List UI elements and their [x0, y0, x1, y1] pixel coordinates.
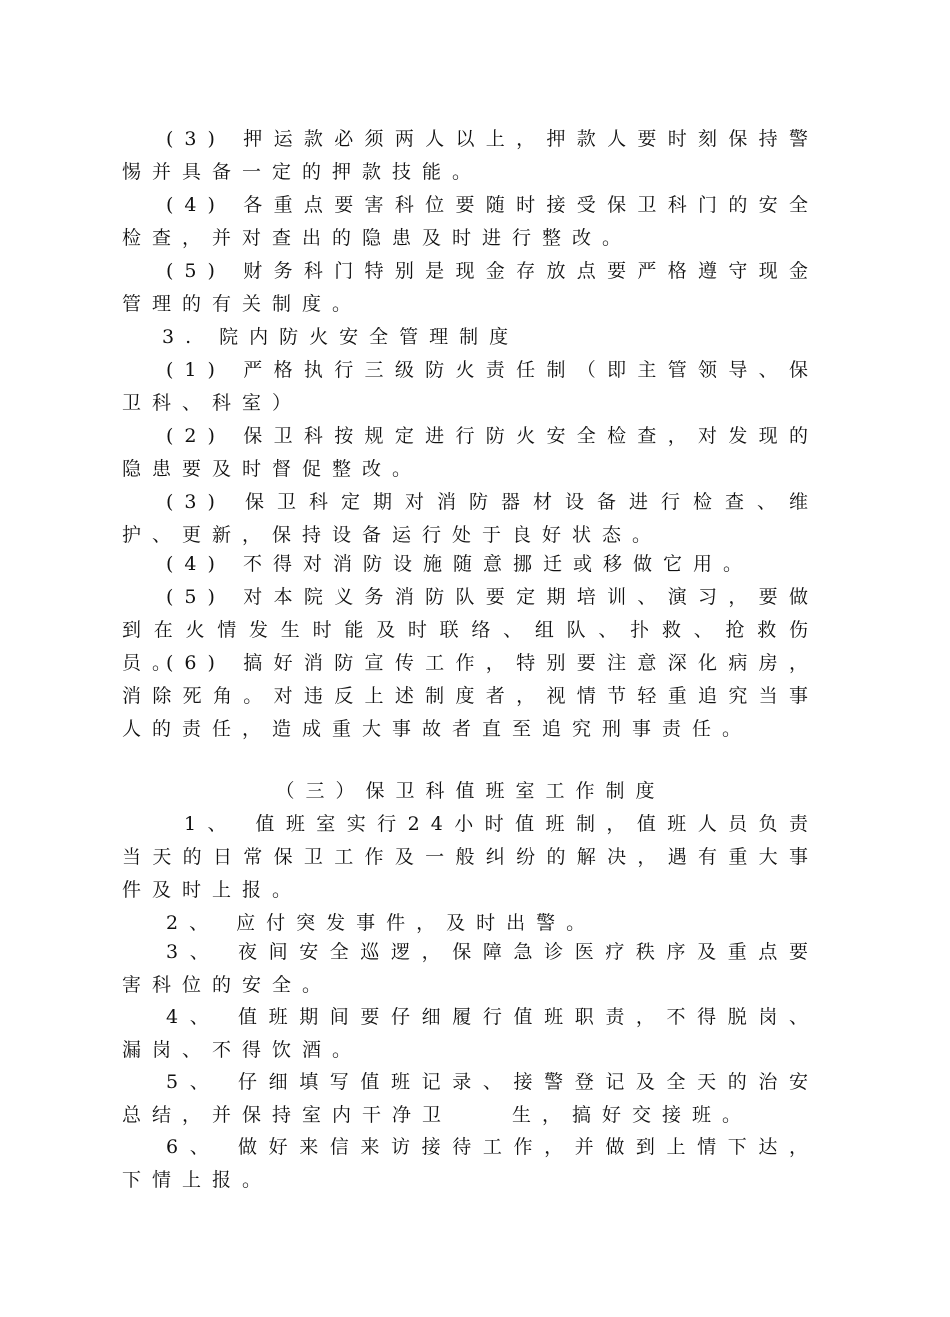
paragraph-key-departments-inspection: (4) 各重点要害科位要随时接受保卫科门的安全检查，并对查出的隐患及时进行整改。 — [122, 194, 819, 249]
paragraph-no-moving-equipment: (4) 不得对消防设施随意挪迁或移做它用。 — [166, 553, 753, 575]
paragraph-fire-inspection: (2) 保卫科按规定进行防火安全检查，对发现的隐患要及时督促整改。 — [122, 425, 819, 480]
paragraph-escort-cash: (3) 押运款必须两人以上，押款人要时刻保持警惕并具备一定的押款技能。 — [122, 128, 819, 183]
paragraph-fire-responsibility: (1) 严格执行三级防火责任制（即主管领导、保卫科、科室） — [122, 359, 819, 414]
paragraph-duty-24h: 1、 值班室实行24小时值班制，值班人员负责当天的日常保卫工作及一般纠纷的解决，遇有重大事件及时上报。 — [122, 813, 819, 901]
paragraph-finance-cash-rules: (5) 财务科门特别是现金存放点要严格遵守现金管理的有关制度。 — [122, 260, 819, 315]
paragraph-duty-responsibilities: 4、 值班期间要仔细履行值班职责，不得脱岗、漏岗、不得饮酒。 — [122, 1006, 819, 1061]
section-heading-duty-room: （三）保卫科值班室工作制度 — [275, 780, 666, 802]
paragraph-fire-publicity: (6) 搞好消防宣传工作，特别要注意深化病房，消除死角。对违反上述制度者，视情节轻重追究当事人的责任，造成重大事故者直至追究刑事责任。 — [122, 652, 819, 740]
paragraph-fire-brigade-training: (5) 对本院义务消防队要定期培训、演习，要做到在火情发生时能及时联络、组队、扑救、抢救伤员。 — [122, 586, 819, 674]
paragraph-duty-emergency: 2、 应付突发事件，及时出警。 — [166, 912, 597, 934]
paragraph-equipment-maintenance: (3) 保卫科定期对消防器材设备进行检查、维护、更新，保持设备运行处于良好状态。 — [122, 491, 819, 546]
paragraph-duty-night-patrol: 3、 夜间安全巡逻，保障急诊医疗秩序及重点要害科位的安全。 — [122, 941, 819, 996]
paragraph-duty-records: 5、 仔细填写值班记录、接警登记及全天的治安总结，并保持室内干净卫 生，搞好交接班。 — [122, 1071, 819, 1126]
section-heading-fire-safety: 3. 院内防火安全管理制度 — [162, 326, 520, 348]
paragraph-duty-visitors: 6、 做好来信来访接待工作，并做到上情下达，下情上报。 — [122, 1136, 819, 1191]
